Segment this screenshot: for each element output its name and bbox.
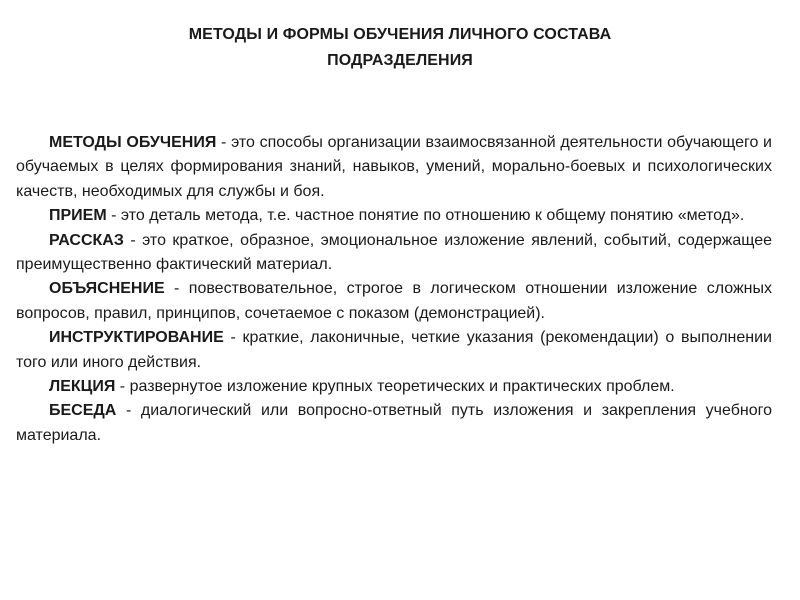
definition-term: ПРИЕМ [49,207,107,225]
definitions-list [16,131,772,448]
definition-text: - диалогический или вопросно-ответный путь изложения и закрепления учебного материала. [16,402,772,444]
definition-text: - повествовательное, строгое в логическом отношении изложение сложных вопросов, правил, принципов, сочетаемое с показом (демонстрацией). [16,280,772,322]
definition-text: - это деталь метода, т.е. частное понятие по отношению к общему понятию «метод». [106,207,745,225]
definition-text: - развернутое изложение крупных теоретических и практических проблем. [115,378,675,396]
definition-term: РАССКАЗ [49,231,124,249]
definition-story [16,229,772,278]
definition-conversation [16,399,772,448]
definition-methods [16,131,772,204]
definition-term: МЕТОДЫ ОБУЧЕНИЯ [49,134,217,151]
definition-term: БЕСЕДА [49,402,117,420]
definition-text: - краткие, лаконичные, четкие указания (рекомендации) о выполнении того или иного действия. [16,329,772,371]
page-title [0,22,800,74]
definition-text: - это способы организации взаимосвязанной деятельности обучающего и обучаемых в целях формирования знаний, навыков, умений, морально-боевых и психологических качеств, необходимых для службы и боя. [16,134,772,200]
page-title-line-2: ПОДРАЗДЕЛЕНИЯ [327,52,473,69]
definition-instruction [16,326,772,375]
page-title-line-1: МЕТОДЫ И ФОРМЫ ОБУЧЕНИЯ ЛИЧНОГО СОСТАВА [188,26,612,43]
definition-technique [16,204,772,228]
definition-text: - это краткое, образное, эмоциональное изложение явлений, событий, содержащее преимущественно фактический материал. [16,231,772,274]
definition-lecture [16,375,772,399]
definition-term: ЛЕКЦИЯ [49,378,116,396]
definition-term: ИНСТРУКТИРОВАНИЕ [49,329,224,347]
definition-explanation [16,277,772,326]
definition-term: ОБЪЯСНЕНИЕ [49,280,165,298]
